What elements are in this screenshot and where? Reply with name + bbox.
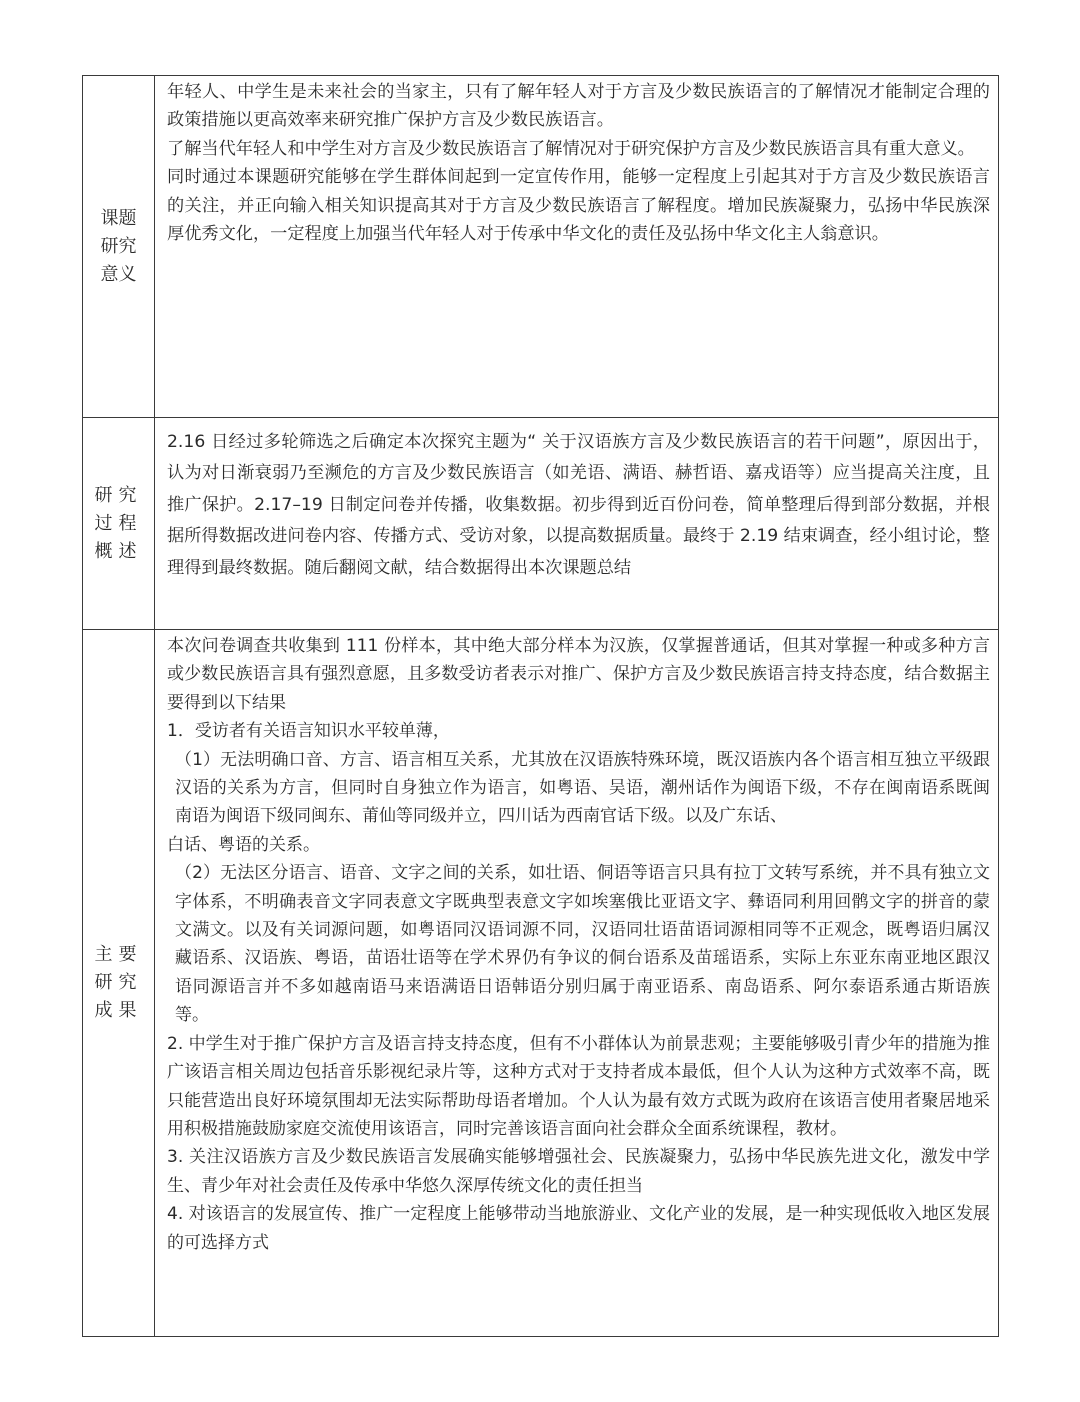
section-content — [155, 630, 998, 1336]
section-label-cell — [83, 630, 155, 1336]
paragraph: 了解当代年轻人和中学生对方言及少数民族语言了解情况对于研究保护方言及少数民族语言具有重大意义。 — [167, 138, 975, 159]
section-label: 研究过程概述 — [94, 484, 143, 562]
section-label: 主要研究成果 — [94, 944, 143, 1021]
result-item: 3. 关注汉语族方言及少数民族语言发展确实能够增强社会、民族凝聚力，弘扬中华民族先进文化，激发中学生、青少年对社会责任及传承中华悠久深厚传统文化的责任担当 — [167, 1147, 990, 1196]
section-label-cell — [83, 418, 155, 629]
section-research-process — [83, 418, 998, 630]
section-research-significance — [83, 76, 998, 418]
result-item: 2. 中学生对于推广保护方言及语言持支持态度，但有不小群体认为前景悲观；主要能够吸引青少年的措施为推广该语言相关周边包括音乐影视纪录片等，这种方式对于支持者成本最低，但个人认为这种方式效率不高，既只能营造出良好环境氛围却无法实际帮助母语者增加。个人认为最有效方式既为政府在该语言使用者聚居地采用积极措施鼓励家庭交流使用该语言，同时完善该语言面向社会群众全面系统课程，教材。 — [167, 1033, 990, 1139]
section-content — [155, 76, 998, 417]
section-content — [155, 418, 998, 629]
research-report-table — [82, 75, 999, 1337]
section-label-cell — [83, 76, 155, 417]
result-item: 4. 对该语言的发展宣传、推广一定程度上能够带动当地旅游业、文化产业的发展，是一种实现低收入地区发展的可选择方式 — [167, 1204, 990, 1253]
paragraph: 本次问卷调查共收集到 111 份样本，其中绝大部分样本为汉族，仅掌握普通话，但其对掌握一种或多种方言或少数民族语言具有强烈意愿，且多数受访者表示对推广、保护方言及少数民族语言持支持态度，结合数据主要得到以下结果 — [167, 636, 990, 713]
result-item: 1．受访者有关语言知识水平较单薄， — [167, 721, 450, 742]
paragraph: 2.16 日经过多轮筛选之后确定本次探究主题为“ 关于汉语族方言及少数民族语言的若干问题”，原因出于，认为对日渐衰弱乃至濒危的方言及少数民族语言（如羌语、满语、赫哲语、嘉戎语等）应当提高关注度，且推广保护。2.17–19 日制定问卷并传播，收集数据。初步得到近百份问卷，简单整理后得到部分数据，并根据所得数据改进问卷内容、传播方式、受访对象，以提高数据质量。最终于 2.19 结束调查，经小组讨论，整理得到最终数据。随后翻阅文献，结合数据得出本次课题总结 — [167, 432, 990, 578]
paragraph: 同时通过本课题研究能够在学生群体间起到一定宣传作用，能够一定程度上引起其对于方言及少数民族语言的关注，并正向输入相关知识提高其对于方言及少数民族语言了解程度。增加民族凝聚力，弘扬中华民族深厚优秀文化，一定程度上加强当代年轻人对于传承中华文化的责任及弘扬中华文化主人翁意识。 — [167, 167, 990, 245]
result-subitem: （2）无法区分语言、语音、文字之间的关系，如壮语、侗语等语言只具有拉丁文转写系统，并不具有独立文字体系，不明确表音文字同表意文字既典型表意文字如埃塞俄比亚语文字、彝语同利用回鹘文字的拼音的蒙文满文。以及有关词源问题，如粤语同汉语词源不同，汉语同壮语苗语词源相同等不正观念，既粤语归属汉藏语系、汉语族、粤语，苗语壮语等在学术界仍有争议的侗台语系及苗瑶语系，实际上东亚东南亚地区跟汉语同源语言并不多如越南语马来语满语日语韩语分别归属于南亚语系、南岛语系、阿尔泰语系通古斯语族等。 — [175, 863, 990, 1026]
result-subitem-continued: 白话、粤语的关系。 — [167, 834, 320, 855]
paragraph: 年轻人、中学生是未来社会的当家主，只有了解年轻人对于方言及少数民族语言的了解情况才能制定合理的政策措施以更高效率来研究推广保护方言及少数民族语言。 — [167, 82, 990, 131]
section-label: 课题研究意义 — [100, 207, 137, 285]
result-subitem: （1）无法明确口音、方言、语言相互关系，尤其放在汉语族特殊环境，既汉语族内各个语言相互独立平级跟汉语的关系为方言，但同时自身独立作为语言，如粤语、吴语，潮州话作为闽语下级，不存在闽南语系既闽南语为闽语下级同闽东、莆仙等同级并立，四川话为西南官话下级。以及广东话、 — [175, 749, 990, 827]
section-main-results — [83, 630, 998, 1336]
